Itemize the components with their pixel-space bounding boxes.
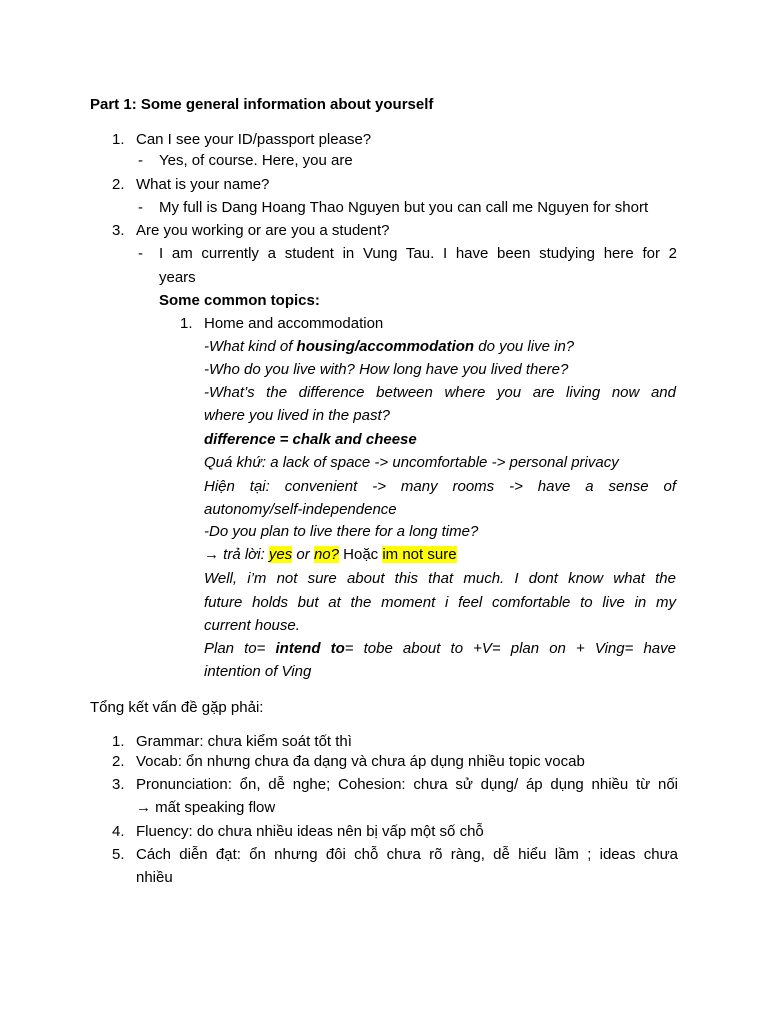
summary-item-3-line-2 xyxy=(136,798,275,818)
topic-1-number: 1. xyxy=(180,315,193,332)
answer-2-text: My full is Dang Hoang Thao Nguyen but you can call me Nguyen for short xyxy=(159,199,649,216)
plan-to-note-line-2: intention of Ving xyxy=(204,663,312,680)
question-3-number: 3. xyxy=(112,222,125,239)
sample-answer-line-1: Well, i’m not sure about this that much. I dont know what the xyxy=(204,570,676,587)
topic-question-3-line-2: where you lived in the past? xyxy=(204,407,390,424)
summary-item-5-number: 5. xyxy=(112,846,125,863)
summary-item-4-number: 4. xyxy=(112,823,125,840)
plan-to-note-line-1 xyxy=(204,639,676,659)
topic-1-title: Home and accommodation xyxy=(204,315,384,332)
summary-item-2-text: Vocab: ổn nhưng chưa đa dạng và chưa áp dụng nhiều topic vocab xyxy=(136,753,585,770)
summary-item-1-text: Grammar: chưa kiểm soát tốt thì xyxy=(136,733,352,750)
topic-question-1-keyword: housing/accommodation xyxy=(296,338,475,355)
answer-3-line-1: I am currently a student in Vung Tau. I have been studying here for 2 xyxy=(159,245,677,262)
difference-note: difference = chalk and cheese xyxy=(204,431,417,448)
part1-title: Part 1: Some general information about yourself xyxy=(90,96,434,113)
answer-or: or xyxy=(292,546,314,563)
plan-to-pre: Plan to= xyxy=(204,640,276,657)
summary-item-5-text: Cách diễn đạt: ổn nhưng đôi chỗ chưa rõ ràng, dễ hiểu lầm ; ideas chưa xyxy=(136,846,678,863)
question-1-text: Can I see your ID/passport please? xyxy=(136,131,372,148)
topic-question-3-line-1: -What’s the difference between where you are living now and xyxy=(204,384,676,401)
question-1-number: 1. xyxy=(112,131,125,148)
answer-1-text: Yes, of course. Here, you are xyxy=(159,152,353,169)
question-2-number: 2. xyxy=(112,176,125,193)
answer-3-dash: - xyxy=(138,245,143,262)
topic-question-1 xyxy=(204,337,574,357)
answer-2-dash: - xyxy=(138,199,143,216)
answer-1-dash: - xyxy=(138,152,143,169)
answer-options xyxy=(204,545,457,565)
answer-3-line-2: years xyxy=(159,269,196,286)
topic-question-4: -Do you plan to live there for a long time? xyxy=(204,523,479,540)
answer-hoac: Hoặc xyxy=(338,546,383,563)
topic-question-1-pre: -What kind of xyxy=(204,338,297,355)
answer-not-sure: im not sure xyxy=(382,546,457,563)
question-3-text: Are you working or are you a student? xyxy=(136,222,390,239)
plan-to-post: = tobe about to +V= plan on + Ving= have xyxy=(344,640,676,657)
summary-item-5-line-2: nhiều xyxy=(136,869,173,886)
present-note-line-2: autonomy/self-independence xyxy=(204,501,397,518)
arrow-right-icon: → xyxy=(204,546,219,563)
answer-yes: yes xyxy=(268,546,293,563)
summary-item-3-continuation: mất speaking flow xyxy=(151,799,276,816)
question-2-text: What is your name? xyxy=(136,176,270,193)
summary-item-2-number: 2. xyxy=(112,753,125,770)
sample-answer-line-3: current house. xyxy=(204,617,300,634)
summary-title: Tổng kết vấn đề gặp phải: xyxy=(90,699,264,716)
present-note-line-1: Hiện tại: convenient -> many rooms -> have a sense of xyxy=(204,478,676,495)
arrow-right-icon: → xyxy=(136,799,151,816)
answer-no: no? xyxy=(313,546,339,563)
sample-answer-line-2: future holds but at the moment i feel comfortable to live in my xyxy=(204,594,676,611)
past-note: Quá khứ: a lack of space -> uncomfortable -> personal privacy xyxy=(204,454,619,471)
answer-label: trả lời: xyxy=(219,546,269,563)
summary-item-3-text: Pronunciation: ổn, dễ nghe; Cohesion: chưa sử dụng/ áp dụng nhiều từ nối xyxy=(136,776,678,793)
summary-item-1-number: 1. xyxy=(112,733,125,750)
common-topics-label: Some common topics: xyxy=(159,292,320,309)
topic-question-1-post: do you live in? xyxy=(474,338,575,355)
summary-item-3-number: 3. xyxy=(112,776,125,793)
topic-question-2: -Who do you live with? How long have you lived there? xyxy=(204,361,569,378)
summary-item-4-text: Fluency: do chưa nhiều ideas nên bị vấp một số chỗ xyxy=(136,823,484,840)
plan-to-keyword: intend to xyxy=(275,640,345,657)
